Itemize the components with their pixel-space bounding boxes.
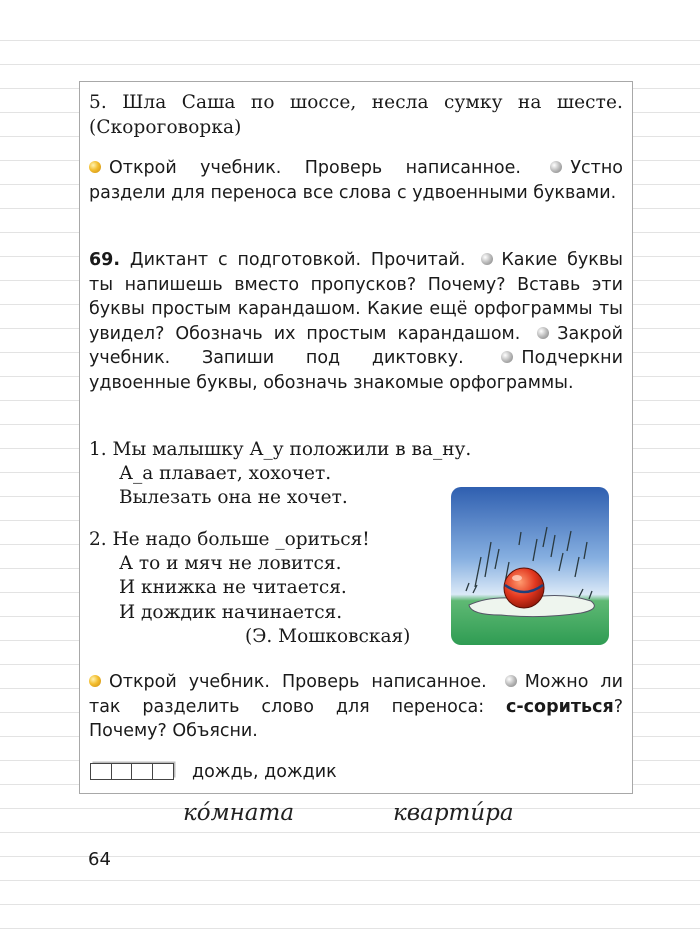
exercise-69	[89, 248, 623, 395]
gray-bullet-icon	[537, 327, 549, 339]
task5-instr-1: Открой учебник. Проверь написанное.	[109, 158, 521, 178]
poem-line: Вылезать она не хочет.	[119, 487, 348, 509]
poem-verse-1	[89, 438, 471, 511]
task5-line-2: (Скороговорка)	[89, 117, 242, 138]
vocab-cell	[152, 763, 174, 780]
vocab-cell	[111, 763, 133, 780]
divided-word: с-сориться	[506, 696, 614, 717]
ball-in-rain-illustration	[451, 487, 609, 645]
poem-verse-2	[89, 528, 410, 649]
task5-text	[89, 90, 623, 140]
poem-line: А_а плавает, хохочет.	[119, 463, 332, 485]
poem-author: (Э. Мошковская)	[245, 625, 411, 647]
vocabulary-words: дождь, дождик	[192, 762, 337, 782]
final-part-2: Можно ли так разделить слово для переноса:	[89, 672, 623, 717]
yellow-bullet-icon	[89, 675, 101, 687]
yellow-bullet-icon	[89, 161, 101, 173]
poem-line: И дождик начинается.	[119, 601, 343, 623]
ex69-part-3: Закрой учебник. Запиши под диктовку.	[89, 323, 623, 368]
poem-line: 1. Мы малышку А_у положили в ва_ну.	[89, 439, 472, 460]
poem-line: А то и мяч не ловится.	[119, 553, 342, 575]
gray-bullet-icon	[550, 161, 562, 173]
ball-in-rain-image	[451, 487, 609, 645]
page-number: 64	[88, 849, 111, 870]
ex69-part-4: Подчеркни удвоенные буквы, обозначь знакомые орфограммы.	[89, 348, 623, 393]
final-part-3: ? Почему? Объясни.	[89, 696, 623, 741]
poem-line: 2. Не надо больше _ориться!	[89, 529, 370, 550]
gray-bullet-icon	[501, 351, 513, 363]
vocab-cell	[131, 763, 153, 780]
task5-instructions	[89, 156, 623, 205]
gray-bullet-icon	[481, 253, 493, 265]
exercise-frame	[79, 81, 633, 794]
task5-line-1: 5. Шла Саша по шоссе, несла сумку на шесте.	[89, 92, 623, 113]
final-part-1: Открой учебник. Проверь написанное.	[109, 672, 487, 692]
cursive-word-2: кварти́ра	[393, 800, 514, 826]
final-instructions	[89, 670, 623, 744]
ex69-part-1: Диктант с подготовкой. Прочитай.	[129, 250, 466, 270]
ex69-part-2: Какие буквы ты напишешь вместо пропусков? Почему? Вставь эти буквы простым карандашом. Какие ещё орфограммы ты увидел? Обозначь их простым карандашом.	[89, 250, 623, 344]
exercise-number: 69.	[89, 250, 121, 270]
task5-instr-2: Устно раздели для переноса все слова с удвоенными буквами.	[89, 158, 623, 203]
vocabulary-cells-icon	[90, 763, 172, 784]
cursive-word-1: ко́мната	[183, 800, 295, 826]
poem-line: И книжка не читается.	[119, 577, 347, 599]
gray-bullet-icon	[505, 675, 517, 687]
vocab-cell	[90, 763, 112, 780]
